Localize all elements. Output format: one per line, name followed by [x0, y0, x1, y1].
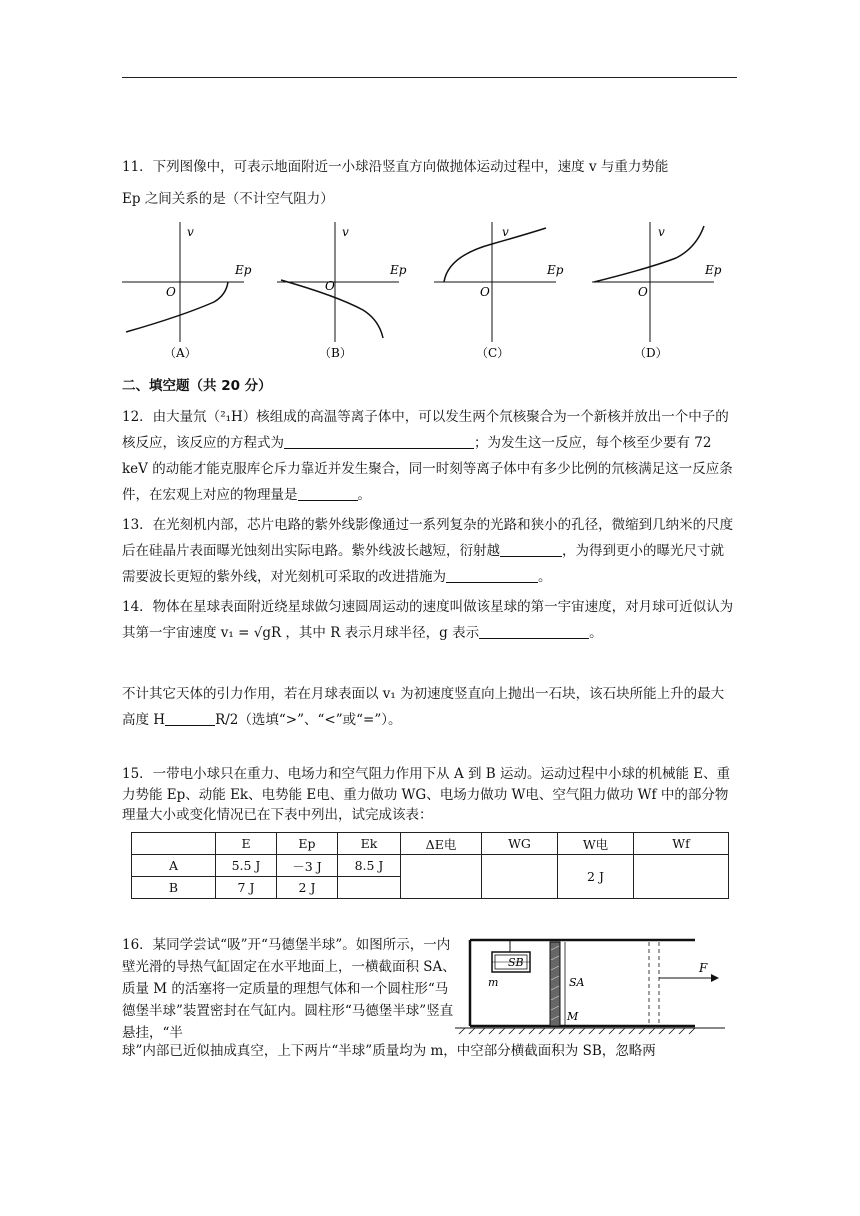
q12-isotope: ²₁H: [220, 409, 243, 425]
fig-sb-label: SB: [508, 956, 524, 969]
q15-text: 15．一带电小球只在重力、电场力和空气阻力作用下从 A 到 B 运动。运动过程中小球的机械能 E、重力势能 Ep、动能 Ek、电势能 E电、重力做功 WG、电场力做功 W电、空气阻力做功 Wf 中的部分物理量大小或变化情况已在下表中列出，试完成该表：: [122, 766, 731, 823]
graph-b: [277, 220, 407, 360]
table-cell: B: [132, 877, 216, 899]
graph-d-o-label: O: [638, 285, 648, 299]
graph-b-v-label: v: [342, 225, 349, 239]
graph-a: [122, 220, 252, 360]
table-header-cell: Ek: [338, 833, 401, 855]
graph-d-v-label: v: [658, 225, 665, 239]
q11-line1: 11．下列图像中，可表示地面附近一小球沿竖直方向做抛体运动过程中，速度 v 与重力势能: [122, 159, 669, 175]
q13-blank-1[interactable]: [500, 542, 562, 557]
table-cell: 8.5 J: [338, 855, 401, 877]
table-cell-ek-b[interactable]: [338, 877, 401, 899]
table-header-cell: Ep: [277, 833, 338, 855]
table-header-cell: WG: [482, 833, 558, 855]
q13-part-a: 13．在光刻机内部，芯片电路的紫外线影像通过一系列复杂的光路和狭小的孔径，微缩到几纳米的尺度后在硅晶片表面曝光蚀刻出实际电路。紫外线波长越短，衍射越: [122, 517, 734, 559]
graph-a-v-label: v: [187, 225, 194, 239]
q12-part-c: ；为发生这一反应，每个核至少要有 72 keV 的动能才能克服库仑斥力靠近并发生聚合，同一时刻等离子体中有多少比例的氘核满足这一反应条件，在宏观上对应的物理量是: [122, 435, 733, 503]
graph-a-option: （A）: [164, 346, 197, 360]
table-header-cell: [132, 833, 216, 855]
fig-sa-label: SA: [569, 976, 585, 989]
q12-part-b: ）核组成的高温等离子体中，可以发生两个氘核聚合为一个新核并放出一个中子的核反应，该反应的方程式为: [122, 409, 729, 451]
fig-f-label: F: [699, 961, 708, 975]
graph-c-o-label: O: [480, 285, 490, 299]
q14-text-2: [122, 681, 737, 733]
section-title: 二、填空题（共 20 分）: [122, 378, 272, 394]
table-header-cell: ΔE电: [401, 833, 482, 855]
table-header-cell: E: [216, 833, 277, 855]
table-cell: 2 J: [277, 877, 338, 899]
q13-part-c: 。: [538, 569, 552, 585]
q12-part-a: 12．由大量氘（: [122, 409, 221, 425]
q12-text: [122, 404, 737, 508]
table-header-cell: W电: [558, 833, 634, 855]
q14-blank-2[interactable]: [165, 711, 215, 726]
graph-d-ep-label: Ep: [705, 263, 722, 277]
q12-blank-2[interactable]: [298, 486, 358, 501]
q16-figure: [455, 930, 725, 1042]
graph-a-o-label: O: [166, 285, 176, 299]
table-cell-wf[interactable]: [634, 855, 729, 899]
graph-d-option: （D）: [634, 346, 668, 360]
q14-part-c: 不计其它天体的引力作用，若在月球表面以 v₁ 为初速度竖直向上抛出一石块，该石块所能上升的最大高度 H: [122, 686, 725, 728]
graph-c-option: （C）: [476, 346, 510, 360]
graph-c-v-label: v: [502, 225, 509, 239]
q15-table: [131, 832, 729, 899]
table-cell: 5.5 J: [216, 855, 277, 877]
q14-part-a: 14．物体在星球表面附近绕星球做匀速圆周运动的速度叫做该星球的第一宇宙速度，对月球可近似认为其第一宇宙速度 v₁ = √gR ，其中 R 表示月球半径，g 表示: [122, 599, 734, 641]
q16-text-2: 球”内部已近似抽成真空，上下两片“半球”质量均为 m，中空部分横截面积为 SB，忽略两: [122, 1043, 656, 1059]
q14-part-b: 。: [589, 625, 603, 641]
q14-part-d: R/2（选填“>”、“<”或“=”）。: [215, 712, 402, 728]
q13-part-b: ，为得到更小的曝光尺寸就需要波长更短的紫外线，对光刻机可采取的改进措施为: [122, 543, 724, 585]
q16-text: 16．某同学尝试“吸”开“马德堡半球”。如图所示，一内壁光滑的导热气缸固定在水平地面上，一横截面积 SA、质量 M 的活塞将一定质量的理想气体和一个圆柱形“马德堡半球”装置密封在气缸内。圆柱形“马德堡半球”竖直悬挂，“半: [122, 937, 456, 1041]
graph-b-ep-label: Ep: [390, 263, 407, 277]
table-cell: 7 J: [216, 877, 277, 899]
table-cell-wg[interactable]: [482, 855, 558, 899]
q14-blank-1[interactable]: [479, 624, 589, 639]
table-header-row: [132, 833, 729, 855]
graph-d: [592, 220, 722, 360]
table-cell-w-elec: 2 J: [558, 855, 634, 899]
graph-b-o-label: O: [325, 279, 335, 293]
fig-big-m-label: M: [567, 1010, 579, 1023]
table-cell: A: [132, 855, 216, 877]
table-cell: －3 J: [277, 855, 338, 877]
q12-part-d: 。: [357, 487, 371, 503]
fig-m-label: m: [488, 976, 499, 989]
table-header-cell: Wf: [634, 833, 729, 855]
graph-b-option: （B）: [319, 346, 352, 360]
graph-c: [434, 220, 564, 360]
q13-text: [122, 512, 737, 590]
q12-blank-1[interactable]: [284, 434, 474, 449]
header-rule: [122, 77, 737, 78]
table-cell-delta-e[interactable]: [401, 855, 482, 899]
q11-line2: Ep 之间关系的是（不计空气阻力）: [122, 191, 334, 207]
graph-c-ep-label: Ep: [547, 263, 564, 277]
q14-text: [122, 594, 737, 646]
graph-a-ep-label: Ep: [235, 263, 252, 277]
q13-blank-2[interactable]: [446, 568, 538, 583]
table-row-a: [132, 855, 729, 877]
